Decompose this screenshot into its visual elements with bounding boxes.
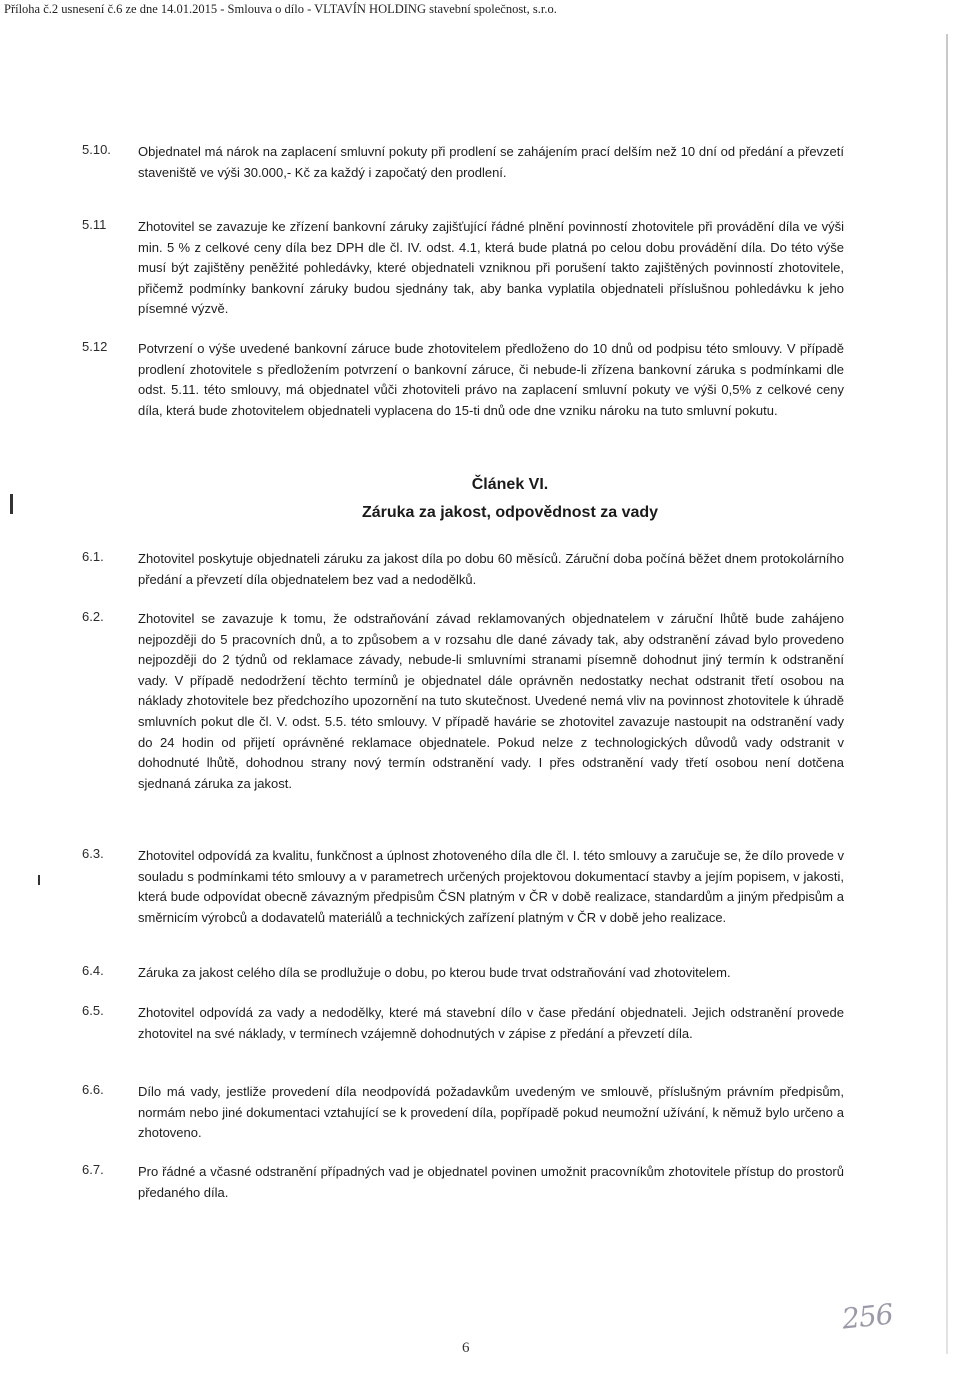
clause-number: 6.2. (82, 609, 104, 624)
clause-text: Zhotovitel poskytuje objednateli záruku za jakost díla po dobu 60 měsíců. Záruční doba počíná běžet dnem protokolárního předání a převzetí díla objednatelem bez vad a nedodělků. (138, 551, 844, 587)
handwritten-page-number: 256 (840, 1297, 895, 1336)
clause-number: 6.6. (82, 1082, 104, 1097)
margin-mark (38, 875, 40, 885)
clause-text: Zhotovitel odpovídá za kvalitu, funkčnost a úplnost zhotoveného díla dle čl. I. této smlouvy a zaručuje se, že dílo provede v souladu s podmínkami této smlouvy a v parametrech určených projektovou dokumentací stavby a jejím popisem, v jakosti, která bude odpovídat obecně závazným předpisům ČSN platným v ČR v době realizace, standardům a jiným předpisům a směrnicím výrobců a dodavatelů materiálů a technických zařízení platným v ČR v době jeho realizace. (138, 848, 844, 925)
clause-number: 5.12 (82, 339, 108, 354)
clause-number: 5.10. (82, 142, 111, 157)
clause-number: 5.11 (82, 217, 107, 232)
clause-text: Dílo má vady, jestliže provedení díla neodpovídá požadavkům uvedeným ve smlouvě, příslušným právním předpisům, normám nebo jiné dokumentaci vztahující se k provedení díla, popřípadě pokud neumožní užívání, k němuž bylo určeno a zhotoveno. (138, 1084, 844, 1141)
clause-number: 6.5. (82, 1003, 104, 1018)
clause-text: Objednatel má nárok na zaplacení smluvní pokuty při prodlení se zahájením prací delším než 10 dní od předání a převzetí staveniště ve výši 30.000,- Kč za každý i započatý den prodlení. (138, 144, 844, 180)
clause-text: Pro řádné a včasné odstranění případných vad je objednatel povinen umožnit pracovníkům zhotovitele přístup do prostorů předaného díla. (138, 1164, 844, 1200)
clause-text: Potvrzení o výše uvedené bankovní záruce bude zhotovitelem předloženo do 10 dnů od podpisu této smlouvy. V případě prodlení zhotovitele s předložením potvrzení o bankovní záruce, či nebude-li zřízena bankovní záruka s podmínkami dle odst. 5.11. této smlouvy, má objednatel vůči zhotoviteli právo na zaplacení smluvní pokuty ve výši 0,5% z celkové ceny díla, která bude zhotovitelem objednateli vyplacena do 15-ti dnů ode dne vzniku nároku na tuto smluvní pokutu. (138, 341, 844, 418)
clause-number: 6.7. (82, 1162, 104, 1177)
clause-text: Zhotovitel se zavazuje ke zřízení bankovní záruky zajišťující řádné plnění povinností zhotovitele při provádění díla ve výši min. 5 % z celkové ceny díla bez DPH dle čl. IV. odst. 4.1, která bude platná po celou dobu provádění díla. Do této výše musí být zajištěny peněžité pohledávky, které objednateli vzniknou při porušení takto zajištěných povinností zhotovitele, přičemž podmínky bankovní záruky budou sjednány tak, aby banka vyplatila objednateli příslušnou pohledávku k jeho písemné výzvě. (138, 219, 844, 317)
clause-number: 6.1. (82, 549, 104, 564)
clause-text: Záruka za jakost celého díla se prodlužuje o dobu, po kterou bude trvat odstraňování vad zhotovitelem. (138, 965, 731, 980)
chapter-title: Záruka za jakost, odpovědnost za vady (361, 504, 659, 521)
scan-edge-line (946, 34, 948, 1354)
clause-text: Zhotovitel se zavazuje k tomu, že odstraňování závad reklamovaných objednatelem v záruční lhůtě bude zahájeno nejpozději do 5 pracovních dnů, a to způsobem a v rozsahu dle dané závady tak, aby odstranění závad bylo provedeno nejpozději do 2 týdnů od reklamace závady, nebude-li smluvními stranami písemně dohodnut jiný termín k odstranění vady. V případě nedodržení těchto termínů je objednatel dále oprávněn nedostatky nechat odstranit třetí osobou na náklady zhotovitele bez předchozího upozornění na tuto skutečnost. Uvedené nemá vliv na povinnost zhotovitele k úhradě smluvních pokut dle čl. V. odst. 5.5. této smlouvy. V případě havárie se zhotovitel zavazuje nastoupit na odstranění vady do 24 hodin od přijetí oprávněné reklamace objednatele. Pokud nelze z technologických důvodů vady odstranit v dohodnuté lhůtě, dohodnou strany nový termín odstranění vady. I přes odstranění vady třetí osobou není dotčena sjednaná záruka za jakost. (138, 611, 844, 791)
attachment-header: Příloha č.2 usnesení č.6 ze dne 14.01.2015 - Smlouva o dílo - VLTAVÍN HOLDING stavební společnost, s.r.o. (4, 2, 557, 16)
page-number: 6 (462, 1340, 470, 1356)
clause-number: 6.4. (82, 963, 104, 978)
chapter-heading: Článek VI. (471, 476, 549, 493)
clause-number: 6.3. (82, 846, 104, 861)
margin-mark (10, 494, 13, 514)
clause-text: Zhotovitel odpovídá za vady a nedodělky, které má stavební dílo v čase předání objednateli. Jejich odstranění provede zhotovitel na své náklady, v termínech vzájemně dohodnutých v zápise z předání a převzetí díla. (138, 1005, 844, 1041)
